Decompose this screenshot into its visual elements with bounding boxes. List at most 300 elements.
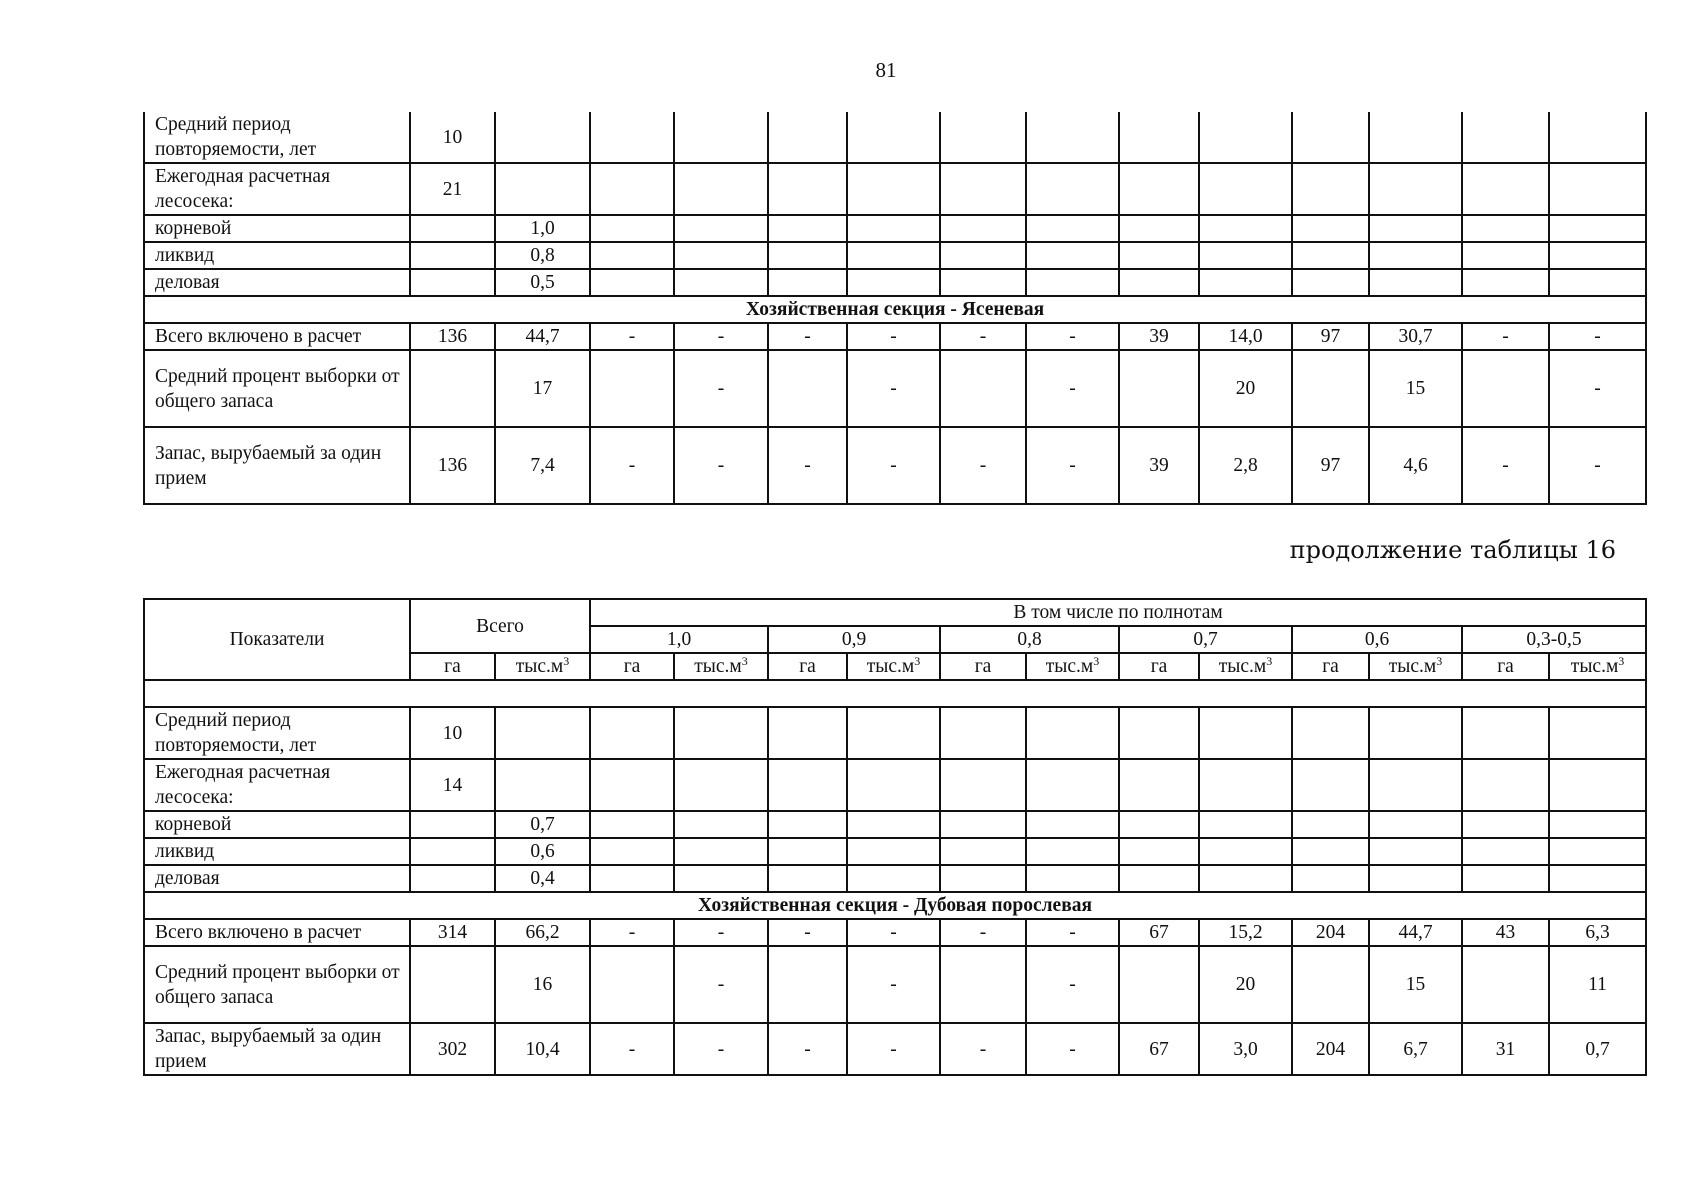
table-cell bbox=[1292, 946, 1369, 1023]
table-cell bbox=[768, 838, 847, 865]
table-cell bbox=[940, 242, 1026, 269]
table-cell bbox=[1462, 707, 1549, 759]
table-cell bbox=[940, 865, 1026, 892]
table-cell bbox=[1119, 759, 1199, 811]
header-unit-thousand-m3 bbox=[847, 653, 940, 680]
header-density-5: 0,3-0,5 bbox=[1462, 626, 1646, 653]
table-cell bbox=[495, 112, 590, 163]
table-cell bbox=[847, 242, 940, 269]
table-row bbox=[144, 838, 1646, 865]
table-cell: 0,7 bbox=[1549, 1023, 1646, 1075]
table-cell: - bbox=[847, 946, 940, 1023]
table-cell bbox=[847, 759, 940, 811]
header-by-density: В том числе по полнотам bbox=[590, 599, 1646, 626]
table-cell: 136 bbox=[410, 427, 495, 504]
table-cell: - bbox=[768, 323, 847, 350]
table-cell bbox=[1199, 865, 1292, 892]
table-cell bbox=[768, 112, 847, 163]
header-unit-ha: га bbox=[590, 653, 674, 680]
table-cell bbox=[590, 112, 674, 163]
row-label: Средний процент выборки от общего запаса bbox=[144, 946, 410, 1023]
table-cell bbox=[940, 350, 1026, 427]
table-cell: - bbox=[940, 427, 1026, 504]
table-cell bbox=[410, 350, 495, 427]
table-cell bbox=[1119, 946, 1199, 1023]
row-label: деловая bbox=[144, 269, 410, 296]
section-row bbox=[144, 296, 1646, 323]
table-cell bbox=[590, 811, 674, 838]
table-cell: 4,6 bbox=[1369, 427, 1462, 504]
table-row bbox=[144, 350, 1646, 427]
page-number: 81 bbox=[875, 58, 897, 82]
table-cell bbox=[940, 215, 1026, 242]
table-cell bbox=[768, 350, 847, 427]
table-cell bbox=[590, 269, 674, 296]
table-cell bbox=[1369, 707, 1462, 759]
table-cell bbox=[590, 946, 674, 1023]
table-cell: - bbox=[940, 323, 1026, 350]
table-cell: - bbox=[674, 919, 768, 946]
table-cell: 0,5 bbox=[495, 269, 590, 296]
unit-label: тыс.м bbox=[1218, 656, 1267, 677]
table-cell bbox=[1119, 811, 1199, 838]
table-cell bbox=[590, 838, 674, 865]
row-label: Ежегодная расчетная лесосека: bbox=[144, 163, 410, 215]
table-cell: - bbox=[1549, 350, 1646, 427]
table-cell bbox=[674, 838, 768, 865]
table-row bbox=[144, 865, 1646, 892]
table-cell: - bbox=[674, 946, 768, 1023]
table-cell bbox=[1199, 811, 1292, 838]
row-label: ликвид bbox=[144, 838, 410, 865]
table-cell bbox=[410, 838, 495, 865]
header-unit-thousand-m3 bbox=[674, 653, 768, 680]
table-cell bbox=[847, 163, 940, 215]
table-cell bbox=[1026, 811, 1119, 838]
table-cell bbox=[1549, 215, 1646, 242]
table-cell bbox=[1119, 242, 1199, 269]
table-cell bbox=[1292, 838, 1369, 865]
table-cell bbox=[1119, 707, 1199, 759]
table-cell: - bbox=[1026, 427, 1119, 504]
table-cell bbox=[940, 811, 1026, 838]
table-cell bbox=[847, 707, 940, 759]
table-cell: - bbox=[1026, 323, 1119, 350]
table-cell: - bbox=[1549, 427, 1646, 504]
table-cell bbox=[1549, 242, 1646, 269]
table-cell bbox=[847, 811, 940, 838]
table-cell bbox=[674, 759, 768, 811]
table-cell: 31 bbox=[1462, 1023, 1549, 1075]
table-cell: - bbox=[590, 1023, 674, 1075]
table-cell bbox=[1549, 707, 1646, 759]
table-cell: - bbox=[674, 350, 768, 427]
table-cell bbox=[1026, 215, 1119, 242]
table-cell: 1,0 bbox=[495, 215, 590, 242]
table-cell bbox=[1026, 707, 1119, 759]
table-cell bbox=[1026, 838, 1119, 865]
table-cell: 10 bbox=[410, 112, 495, 163]
table-cell bbox=[847, 112, 940, 163]
table-cell: 15 bbox=[1369, 350, 1462, 427]
unit-exponent: 3 bbox=[741, 654, 748, 668]
header-total: Всего bbox=[410, 599, 590, 653]
table-cell bbox=[1199, 112, 1292, 163]
table-cell bbox=[590, 865, 674, 892]
unit-exponent: 3 bbox=[1618, 654, 1625, 668]
table-cell bbox=[495, 707, 590, 759]
header-density-0: 1,0 bbox=[590, 626, 768, 653]
table-cell bbox=[1369, 112, 1462, 163]
table-cell bbox=[940, 838, 1026, 865]
table-cell: 15 bbox=[1369, 946, 1462, 1023]
table-cell: 39 bbox=[1119, 427, 1199, 504]
table-cell bbox=[940, 759, 1026, 811]
table-cell bbox=[1462, 838, 1549, 865]
table-cell: - bbox=[590, 919, 674, 946]
row-label: Средний процент выборки от общего запаса bbox=[144, 350, 410, 427]
table-cell: - bbox=[847, 1023, 940, 1075]
header-unit-thousand-m3 bbox=[1369, 653, 1462, 680]
header-unit-ha: га bbox=[1119, 653, 1199, 680]
table-cell bbox=[1292, 242, 1369, 269]
table-row bbox=[144, 269, 1646, 296]
unit-exponent: 3 bbox=[914, 654, 921, 668]
section-title: Хозяйственная секция - Дубовая порослевая bbox=[144, 892, 1646, 919]
table-cell bbox=[768, 242, 847, 269]
table-cell bbox=[674, 112, 768, 163]
table-cell bbox=[847, 838, 940, 865]
table-cell: 10 bbox=[410, 707, 495, 759]
table-cell: 43 bbox=[1462, 919, 1549, 946]
table-cell bbox=[1369, 215, 1462, 242]
section-row bbox=[144, 892, 1646, 919]
table-cell bbox=[1292, 759, 1369, 811]
section-title: Хозяйственная секция - Ясеневая bbox=[144, 296, 1646, 323]
table-cell bbox=[1119, 838, 1199, 865]
table-cell: - bbox=[674, 1023, 768, 1075]
table-cell bbox=[410, 946, 495, 1023]
table-cell bbox=[1549, 112, 1646, 163]
table-cell bbox=[410, 269, 495, 296]
table-cell bbox=[768, 811, 847, 838]
table-cell bbox=[1199, 269, 1292, 296]
table-cell bbox=[1462, 865, 1549, 892]
table-cell bbox=[1369, 269, 1462, 296]
table-cell bbox=[768, 865, 847, 892]
table-cell: 6,7 bbox=[1369, 1023, 1462, 1075]
table-cell bbox=[1369, 242, 1462, 269]
table-top-body bbox=[144, 112, 1646, 504]
table-cell: 204 bbox=[1292, 1023, 1369, 1075]
table-cell bbox=[1292, 350, 1369, 427]
row-label: корневой bbox=[144, 811, 410, 838]
table-cell bbox=[1369, 811, 1462, 838]
table-cell bbox=[1462, 269, 1549, 296]
table-cell: - bbox=[674, 323, 768, 350]
table-row bbox=[144, 427, 1646, 504]
table-cell bbox=[1199, 707, 1292, 759]
table-cell bbox=[590, 759, 674, 811]
header-unit-ha: га bbox=[1462, 653, 1549, 680]
table-cell bbox=[590, 215, 674, 242]
table-cell bbox=[495, 163, 590, 215]
header-unit-ha: га bbox=[410, 653, 495, 680]
empty-spacer-row bbox=[144, 680, 1646, 707]
table-cell: - bbox=[768, 919, 847, 946]
table-cell bbox=[674, 163, 768, 215]
table-cell: 6,3 bbox=[1549, 919, 1646, 946]
table-cell: - bbox=[1026, 946, 1119, 1023]
row-label: Средний период повторяемости, лет bbox=[144, 707, 410, 759]
table-cell: 0,4 bbox=[495, 865, 590, 892]
table-cell bbox=[590, 163, 674, 215]
table-row bbox=[144, 242, 1646, 269]
table-cell bbox=[1026, 112, 1119, 163]
table-cell bbox=[1292, 215, 1369, 242]
unit-exponent: 3 bbox=[1093, 654, 1100, 668]
table-cell bbox=[768, 759, 847, 811]
table-cell: - bbox=[940, 1023, 1026, 1075]
table-cell: 14 bbox=[410, 759, 495, 811]
table-row bbox=[144, 323, 1646, 350]
row-label: Средний период повторяемости, лет bbox=[144, 112, 410, 163]
table-cell: - bbox=[768, 427, 847, 504]
header-density-2: 0,8 bbox=[940, 626, 1119, 653]
table-row bbox=[144, 759, 1646, 811]
table-cell bbox=[768, 163, 847, 215]
table-cell bbox=[410, 865, 495, 892]
table-cell: 67 bbox=[1119, 919, 1199, 946]
row-label: корневой bbox=[144, 215, 410, 242]
table-cell: - bbox=[590, 427, 674, 504]
table-cell: - bbox=[1462, 323, 1549, 350]
table-cell bbox=[1199, 215, 1292, 242]
header-unit-ha: га bbox=[940, 653, 1026, 680]
table-cell bbox=[1462, 215, 1549, 242]
unit-label: тыс.м bbox=[694, 656, 742, 677]
table-cell: - bbox=[847, 427, 940, 504]
table-cell bbox=[1292, 112, 1369, 163]
table-cell bbox=[1292, 163, 1369, 215]
table-cell: - bbox=[1026, 350, 1119, 427]
table-cell bbox=[1026, 759, 1119, 811]
table-cell bbox=[1549, 811, 1646, 838]
header-density-3: 0,7 bbox=[1119, 626, 1292, 653]
unit-label: тыс.м bbox=[1388, 656, 1437, 677]
table-cell bbox=[674, 215, 768, 242]
table-cell: - bbox=[1462, 427, 1549, 504]
table-cell bbox=[1026, 269, 1119, 296]
table-cell bbox=[1549, 759, 1646, 811]
table-cell: 20 bbox=[1199, 946, 1292, 1023]
table-row bbox=[144, 811, 1646, 838]
header-unit-thousand-m3 bbox=[1199, 653, 1292, 680]
table-cell: 97 bbox=[1292, 323, 1369, 350]
table-cell: 3,0 bbox=[1199, 1023, 1292, 1075]
table-cell bbox=[940, 269, 1026, 296]
table-continued-top bbox=[143, 112, 1647, 505]
table-cell bbox=[768, 707, 847, 759]
table-cell bbox=[1462, 242, 1549, 269]
table-cell: - bbox=[1549, 323, 1646, 350]
table-cell bbox=[1119, 112, 1199, 163]
table-cell: 10,4 bbox=[495, 1023, 590, 1075]
row-label: ликвид bbox=[144, 242, 410, 269]
table-cell: - bbox=[940, 919, 1026, 946]
table-cell: 0,6 bbox=[495, 838, 590, 865]
table-cell bbox=[1199, 163, 1292, 215]
header-unit-ha: га bbox=[768, 653, 847, 680]
table-bottom-body bbox=[144, 707, 1646, 1075]
table-cell bbox=[1292, 269, 1369, 296]
header-density-4: 0,6 bbox=[1292, 626, 1462, 653]
unit-exponent: 3 bbox=[1436, 654, 1443, 668]
table-cell: 21 bbox=[410, 163, 495, 215]
table-cell bbox=[674, 242, 768, 269]
table-row bbox=[144, 1023, 1646, 1075]
row-label: Запас, вырубаемый за один прием bbox=[144, 1023, 410, 1075]
row-label: Ежегодная расчетная лесосека: bbox=[144, 759, 410, 811]
unit-label: тыс.м bbox=[866, 656, 915, 677]
table-cell: 44,7 bbox=[1369, 919, 1462, 946]
table-cell bbox=[940, 163, 1026, 215]
table-cell bbox=[1199, 759, 1292, 811]
table-cell bbox=[1292, 811, 1369, 838]
table-cell bbox=[1549, 865, 1646, 892]
table-cell bbox=[674, 865, 768, 892]
row-label: Всего включено в расчет bbox=[144, 919, 410, 946]
table-cell: 204 bbox=[1292, 919, 1369, 946]
table-cell bbox=[1549, 269, 1646, 296]
table-cell bbox=[847, 269, 940, 296]
row-label: Запас, вырубаемый за один прием bbox=[144, 427, 410, 504]
table-cell bbox=[410, 215, 495, 242]
table-cell bbox=[1119, 163, 1199, 215]
header-unit-thousand-m3 bbox=[1549, 653, 1646, 680]
table-cell: 302 bbox=[410, 1023, 495, 1075]
table-cell bbox=[768, 269, 847, 296]
table-continued-bottom bbox=[143, 598, 1647, 1076]
table-row bbox=[144, 946, 1646, 1023]
header-unit-thousand-m3 bbox=[495, 653, 590, 680]
table-cell bbox=[1462, 811, 1549, 838]
table-cell bbox=[1369, 759, 1462, 811]
continuation-caption: продолжение таблицы 16 bbox=[1289, 536, 1616, 564]
table-cell: - bbox=[1026, 1023, 1119, 1075]
table-cell: 7,4 bbox=[495, 427, 590, 504]
table-cell bbox=[674, 811, 768, 838]
table-cell bbox=[590, 350, 674, 427]
header-unit-ha: га bbox=[1292, 653, 1369, 680]
table-cell: - bbox=[590, 323, 674, 350]
table-cell bbox=[590, 242, 674, 269]
table-cell: 314 bbox=[410, 919, 495, 946]
table-cell: 97 bbox=[1292, 427, 1369, 504]
table-cell: 11 bbox=[1549, 946, 1646, 1023]
table-cell: 30,7 bbox=[1369, 323, 1462, 350]
table-cell: 17 bbox=[495, 350, 590, 427]
table-cell: - bbox=[847, 919, 940, 946]
unit-label: тыс.м bbox=[1570, 656, 1619, 677]
table-header bbox=[144, 599, 1646, 707]
unit-exponent: 3 bbox=[1266, 654, 1273, 668]
table-cell bbox=[1026, 242, 1119, 269]
table-cell: 0,8 bbox=[495, 242, 590, 269]
table-cell bbox=[1462, 946, 1549, 1023]
table-cell bbox=[847, 215, 940, 242]
table-cell bbox=[410, 811, 495, 838]
header-indicators: Показатели bbox=[144, 599, 410, 680]
table-cell bbox=[1369, 163, 1462, 215]
table-row bbox=[144, 707, 1646, 759]
table-row bbox=[144, 919, 1646, 946]
table-cell bbox=[940, 112, 1026, 163]
table-cell: - bbox=[847, 323, 940, 350]
table-cell bbox=[410, 242, 495, 269]
table-cell bbox=[940, 707, 1026, 759]
table-cell bbox=[847, 865, 940, 892]
table-cell bbox=[674, 269, 768, 296]
table-cell bbox=[1369, 838, 1462, 865]
table-cell bbox=[1549, 163, 1646, 215]
table-cell: 136 bbox=[410, 323, 495, 350]
table-cell bbox=[768, 946, 847, 1023]
unit-label: тыс.м bbox=[1045, 656, 1094, 677]
table-cell bbox=[1462, 163, 1549, 215]
table-cell bbox=[1292, 707, 1369, 759]
table-cell: 15,2 bbox=[1199, 919, 1292, 946]
table-cell bbox=[1199, 838, 1292, 865]
header-density-1: 0,9 bbox=[768, 626, 940, 653]
table-cell bbox=[674, 707, 768, 759]
table-cell bbox=[1549, 838, 1646, 865]
table-cell bbox=[940, 946, 1026, 1023]
table-cell bbox=[768, 215, 847, 242]
unit-exponent: 3 bbox=[563, 654, 570, 668]
table-cell bbox=[1119, 865, 1199, 892]
table-cell bbox=[1026, 865, 1119, 892]
header-unit-thousand-m3 bbox=[1026, 653, 1119, 680]
table-cell: 14,0 bbox=[1199, 323, 1292, 350]
table-cell: 44,7 bbox=[495, 323, 590, 350]
table-cell bbox=[1369, 865, 1462, 892]
table-cell: - bbox=[1026, 919, 1119, 946]
table-cell bbox=[495, 759, 590, 811]
table-row bbox=[144, 215, 1646, 242]
table-cell: 2,8 bbox=[1199, 427, 1292, 504]
row-label: Всего включено в расчет bbox=[144, 323, 410, 350]
table-cell: - bbox=[847, 350, 940, 427]
unit-label: тыс.м bbox=[515, 656, 564, 677]
table-cell: 16 bbox=[495, 946, 590, 1023]
table-cell bbox=[1026, 163, 1119, 215]
table-cell bbox=[1119, 215, 1199, 242]
table-cell bbox=[1292, 865, 1369, 892]
row-label: деловая bbox=[144, 865, 410, 892]
table-cell bbox=[1119, 350, 1199, 427]
table-cell bbox=[590, 707, 674, 759]
table-cell bbox=[1199, 242, 1292, 269]
table-cell: 67 bbox=[1119, 1023, 1199, 1075]
table-cell bbox=[1462, 350, 1549, 427]
table-cell: - bbox=[768, 1023, 847, 1075]
table-cell bbox=[1462, 112, 1549, 163]
table-cell: 20 bbox=[1199, 350, 1292, 427]
table-cell bbox=[1119, 269, 1199, 296]
table-row bbox=[144, 163, 1646, 215]
table-cell: 0,7 bbox=[495, 811, 590, 838]
